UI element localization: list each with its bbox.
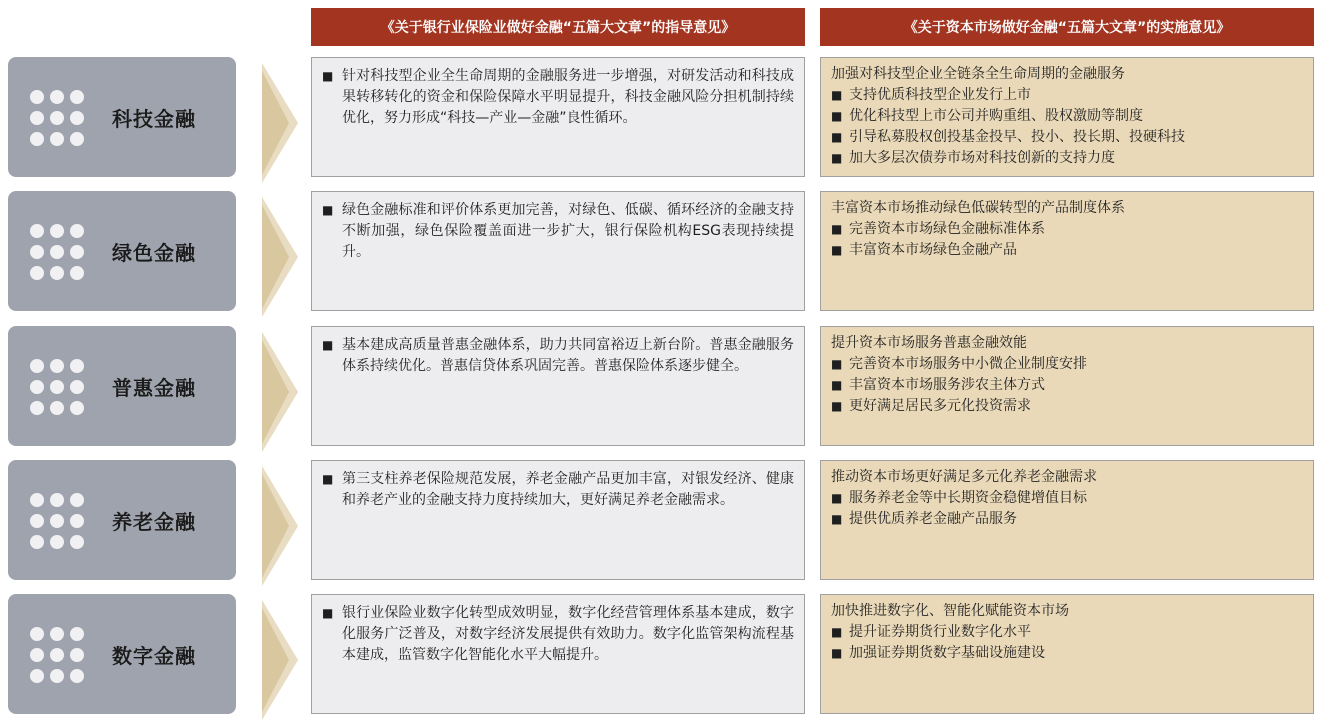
dot xyxy=(30,111,44,125)
dot xyxy=(50,401,64,415)
dot xyxy=(30,669,44,683)
impl-title: 加强对科技型企业全链条全生命周期的金融服务 xyxy=(831,66,1125,82)
impl-item-text: 加大多层次债券市场对科技创新的支持力度 xyxy=(849,150,1115,166)
dots-grid-icon xyxy=(30,90,90,146)
dot xyxy=(50,359,64,373)
dot xyxy=(30,245,44,259)
impl-item xyxy=(831,622,1303,643)
dot xyxy=(30,648,44,662)
impl-item xyxy=(831,354,1303,375)
guidance-text: 针对科技型企业全生命周期的金融服务进一步增强，对研发活动和科技成果转移转化的资金和保险保障水平明显提升，科技金融风险分担机制持续优化，努力形成“科技—产业—金融”良性循环。 xyxy=(342,68,794,126)
category-box xyxy=(8,460,236,580)
dot xyxy=(70,132,84,146)
dot xyxy=(50,627,64,641)
impl-item xyxy=(831,240,1303,261)
dot xyxy=(70,90,84,104)
dot xyxy=(50,266,64,280)
category-box xyxy=(8,594,236,714)
dot xyxy=(30,535,44,549)
bullet-icon: ■ xyxy=(831,491,843,505)
impl-item xyxy=(831,127,1303,148)
bullet-icon: ■ xyxy=(322,472,334,486)
guidance-text: 银行业保险业数字化转型成效明显，数字化经营管理体系基本建成，数字化服务广泛普及，对数字经济发展提供有效助力。数字化监管架构流程基本建成，监管数字化智能化水平大幅提升。 xyxy=(342,605,794,663)
guidance-box xyxy=(311,57,805,177)
category-label: 数字金融 xyxy=(112,643,196,668)
dot xyxy=(50,669,64,683)
dot xyxy=(70,380,84,394)
impl-item-text: 丰富资本市场服务涉农主体方式 xyxy=(849,377,1045,393)
dot xyxy=(70,648,84,662)
bullet-icon: ■ xyxy=(831,130,843,144)
dot xyxy=(50,380,64,394)
guidance-box xyxy=(311,460,805,580)
dot xyxy=(70,514,84,528)
dot xyxy=(30,224,44,238)
implementation-box xyxy=(820,326,1314,446)
impl-title: 丰富资本市场推动绿色低碳转型的产品制度体系 xyxy=(831,200,1125,216)
dot xyxy=(70,535,84,549)
dot xyxy=(30,514,44,528)
row-5 xyxy=(0,594,1317,722)
dot xyxy=(50,245,64,259)
dot xyxy=(50,111,64,125)
impl-item xyxy=(831,85,1303,106)
chevron-arrow-icon xyxy=(262,600,298,720)
impl-item xyxy=(831,396,1303,417)
impl-item-text: 完善资本市场绿色金融标准体系 xyxy=(849,221,1045,237)
bullet-icon: ■ xyxy=(831,222,843,236)
impl-item-text: 更好满足居民多元化投资需求 xyxy=(849,398,1031,414)
implementation-box xyxy=(820,460,1314,580)
dot xyxy=(30,401,44,415)
dot xyxy=(70,266,84,280)
dot xyxy=(70,359,84,373)
dot xyxy=(70,111,84,125)
bullet-icon: ■ xyxy=(831,646,843,660)
implementation-box xyxy=(820,191,1314,311)
dot xyxy=(70,224,84,238)
dots-grid-icon xyxy=(30,224,90,280)
bullet-icon: ■ xyxy=(831,357,843,371)
dot xyxy=(30,266,44,280)
bullet-icon: ■ xyxy=(831,625,843,639)
dot xyxy=(70,669,84,683)
impl-item xyxy=(831,106,1303,127)
row-1 xyxy=(0,57,1317,185)
implementation-box xyxy=(820,57,1314,177)
bullet-icon: ■ xyxy=(831,512,843,526)
bullet-icon: ■ xyxy=(322,338,334,352)
impl-title: 推动资本市场更好满足多元化养老金融需求 xyxy=(831,469,1097,485)
impl-item-text: 优化科技型上市公司并购重组、股权激励等制度 xyxy=(849,108,1143,124)
impl-item-text: 服务养老金等中长期资金稳健增值目标 xyxy=(849,490,1087,506)
impl-item xyxy=(831,509,1303,530)
impl-item-text: 支持优质科技型企业发行上市 xyxy=(849,87,1031,103)
row-3 xyxy=(0,326,1317,454)
row-4 xyxy=(0,460,1317,588)
guidance-box xyxy=(311,191,805,311)
impl-title: 提升资本市场服务普惠金融效能 xyxy=(831,335,1027,351)
bullet-icon: ■ xyxy=(831,399,843,413)
impl-title: 加快推进数字化、智能化赋能资本市场 xyxy=(831,603,1069,619)
impl-item-text: 丰富资本市场绿色金融产品 xyxy=(849,242,1017,258)
impl-item-text: 加强证券期货数字基础设施建设 xyxy=(849,645,1045,661)
dot xyxy=(50,535,64,549)
dot xyxy=(30,132,44,146)
impl-item-text: 提供优质养老金融产品服务 xyxy=(849,511,1017,527)
category-box xyxy=(8,57,236,177)
guidance-text: 基本建成高质量普惠金融体系，助力共同富裕迈上新台阶。普惠金融服务体系持续优化。普惠信贷体系巩固完善。普惠保险体系逐步健全。 xyxy=(342,337,794,374)
impl-item xyxy=(831,643,1303,664)
dot xyxy=(50,493,64,507)
right-column-header: 《关于资本市场做好金融“五篇大文章”的实施意见》 xyxy=(820,8,1314,46)
impl-item-text: 引导私募股权创投基金投早、投小、投长期、投硬科技 xyxy=(849,129,1185,145)
chevron-arrow-icon xyxy=(262,197,298,317)
dot xyxy=(70,245,84,259)
dot xyxy=(50,90,64,104)
impl-item-text: 提升证券期货行业数字化水平 xyxy=(849,624,1031,640)
guidance-box xyxy=(311,594,805,714)
dot xyxy=(30,90,44,104)
dots-grid-icon xyxy=(30,359,90,415)
dot xyxy=(30,493,44,507)
bullet-icon: ■ xyxy=(322,606,334,620)
dot xyxy=(30,359,44,373)
dot xyxy=(70,627,84,641)
impl-item xyxy=(831,488,1303,509)
category-label: 普惠金融 xyxy=(112,375,196,400)
dot xyxy=(50,514,64,528)
impl-item xyxy=(831,219,1303,240)
dot xyxy=(30,380,44,394)
chevron-arrow-icon xyxy=(262,63,298,183)
bullet-icon: ■ xyxy=(322,69,334,83)
dots-grid-icon xyxy=(30,493,90,549)
dot xyxy=(70,401,84,415)
row-2 xyxy=(0,191,1317,319)
guidance-text: 绿色金融标准和评价体系更加完善，对绿色、低碳、循环经济的金融支持不断加强，绿色保险覆盖面进一步扩大，银行保险机构ESG表现持续提升。 xyxy=(342,202,794,260)
guidance-text: 第三支柱养老保险规范发展，养老金融产品更加丰富，对银发经济、健康和养老产业的金融支持力度持续加大，更好满足养老金融需求。 xyxy=(342,471,794,508)
category-label: 绿色金融 xyxy=(112,240,196,265)
category-box xyxy=(8,191,236,311)
bullet-icon: ■ xyxy=(831,243,843,257)
bullet-icon: ■ xyxy=(831,151,843,165)
bullet-icon: ■ xyxy=(831,378,843,392)
dot xyxy=(50,132,64,146)
dot xyxy=(30,627,44,641)
dot xyxy=(50,224,64,238)
dot xyxy=(50,648,64,662)
bullet-icon: ■ xyxy=(831,88,843,102)
dot xyxy=(70,493,84,507)
category-box xyxy=(8,326,236,446)
chevron-arrow-icon xyxy=(262,466,298,586)
impl-item-text: 完善资本市场服务中小微企业制度安排 xyxy=(849,356,1087,372)
left-column-header: 《关于银行业保险业做好金融“五篇大文章”的指导意见》 xyxy=(311,8,805,46)
bullet-icon: ■ xyxy=(831,109,843,123)
impl-item xyxy=(831,375,1303,396)
category-label: 养老金融 xyxy=(112,509,196,534)
guidance-box xyxy=(311,326,805,446)
implementation-box xyxy=(820,594,1314,714)
impl-item xyxy=(831,148,1303,169)
category-label: 科技金融 xyxy=(112,106,196,131)
dots-grid-icon xyxy=(30,627,90,683)
bullet-icon: ■ xyxy=(322,203,334,217)
chevron-arrow-icon xyxy=(262,332,298,452)
